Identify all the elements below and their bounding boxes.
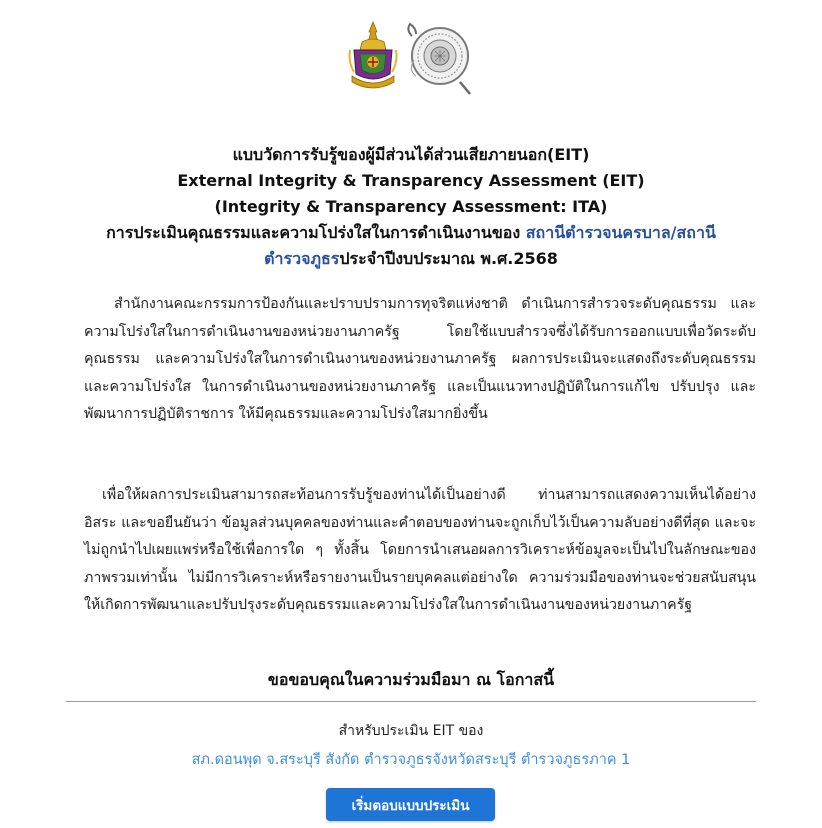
title-ita: (Integrity & Transparency Assessment: ITA) (214, 197, 608, 216)
intro-paragraph: สำนักงานคณะกรรมการป้องกันและปราบปรามการทุจริตแห่งชาติ ดำเนินการสำรวจระดับคุณธรรม และความโปร่งใสในการดำเนินงานของหน่วยงานภาครัฐ โดยใช้แบบสำรวจซึ่งได้รับการออกแบบเพื่อวัดระดับคุณธรรม และความโปร่งใสในการดำเนินงานของหน่วยงานภาครัฐ ผลการประเมินจะแสดงถึงระดับคุณธรรมและความโปร่งใส ในการดำเนินงานของหน่วยงานภาครัฐ และเป็นแนวทางปฏิบัติในการแก้ไข ปรับปรุง และพัฒนาการปฏิบัติราชการ ให้มีคุณธรรมและความโปร่งใสมากยิ่งขึ้น (84, 296, 756, 422)
thank-you-text: ขอขอบคุณในความร่วมมือมา ณ โอกาสนี้ (267, 670, 555, 689)
title-fiscal-line (50, 246, 772, 272)
nacc-emblem-icon (348, 20, 398, 90)
assessment-for-label: สำหรับประเมิน EIT ของ (338, 723, 484, 739)
police-seal-icon (404, 20, 474, 96)
survey-title (50, 142, 772, 272)
start-survey-button[interactable]: เริ่มตอบแบบประเมิน (326, 788, 495, 821)
title-station-type-1: สถานีตำรวจนครบาล/สถานี (525, 223, 716, 242)
title-assessment-line (50, 220, 772, 246)
header-logos (348, 20, 478, 96)
title-station-type-2: ตำรวจภูธร (264, 249, 340, 268)
station-name: สภ.ดอนพุด จ.สระบุรี สังกัด ตำรวจภูธรจังหวัดสระบุรี ตำรวจภูธรภาค 1 (191, 752, 631, 768)
title-fiscal-year: ประจำปีงบประมาณ พ.ศ.2568 (339, 249, 558, 268)
title-assessment-prefix: การประเมินคุณธรรมและความโปร่งใสในการดำเนินงานของ (106, 223, 526, 242)
title-english: External Integrity & Transparency Assessment (EIT) (177, 171, 645, 190)
divider (66, 701, 756, 702)
title-thai: แบบวัดการรับรู้ของผู้มีส่วนได้ส่วนเสียภายนอก(EIT) (232, 145, 590, 164)
privacy-paragraph: เพื่อให้ผลการประเมินสามารถสะท้อนการรับรู้ของท่านได้เป็นอย่างดี ท่านสามารถแสดงความเห็นได้อย่างอิสระ และขอยืนยันว่า ข้อมูลส่วนบุคคลของท่านและคำตอบของท่านจะถูกเก็บไว้เป็นความลับอย่างดีที่สุด และจะไม่ถูกนำไปเผยแพร่หรือใช้เพื่อการใด ๆ ทั้งสิ้น โดยการนำเสนอผลการวิเคราะห์ข้อมูลจะเป็นไปในลักษณะของภาพรวมเท่านั้น ไม่มีการวิเคราะห์หรือรายงานเป็นรายบุคคลแต่อย่างใด ความร่วมมือของท่านจะช่วยสนับสนุนให้เกิดการพัฒนาและปรับปรุงระดับคุณธรรมและความโปร่งใสในการดำเนินงานของหน่วยงานภาครัฐ (84, 487, 756, 613)
